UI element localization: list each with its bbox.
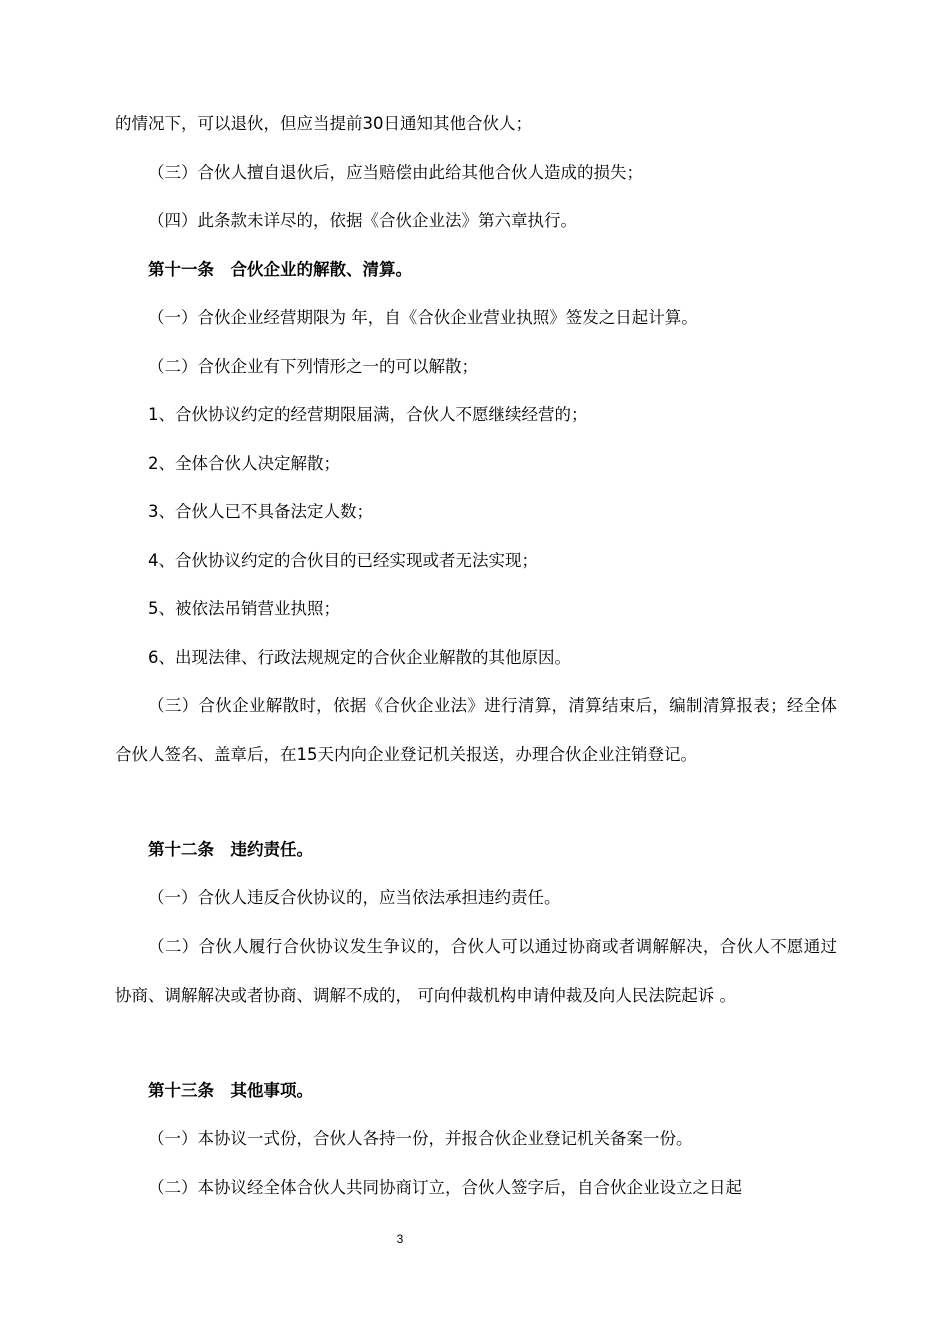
list-item-dissolution-2: 2、全体合伙人决定解散； bbox=[148, 454, 340, 473]
paragraph-dissolution-conditions: （二）合伙企业有下列情形之一的可以解散； bbox=[148, 357, 478, 376]
article-13-heading: 第十三条 其他事项。 bbox=[148, 1081, 313, 1100]
paragraph-withdrawal-notice: 的情况下，可以退伙，但应当提前30日通知其他合伙人； bbox=[115, 114, 532, 133]
list-item-dissolution-6: 6、出现法律、行政法规规定的合伙企业解散的其他原因。 bbox=[148, 648, 571, 667]
article-12-heading: 第十二条 违约责任。 bbox=[148, 840, 313, 859]
paragraph-liquidation: （三）合伙企业解散时，依据《合伙企业法》进行清算，清算结束后，编制清算报表；经全体合伙人签名、盖章后，在15天内向企业登记机关报送，办理合伙企业注销登记。 bbox=[115, 696, 837, 764]
list-item-dissolution-1: 1、合伙协议约定的经营期限届满，合伙人不愿继续经营的； bbox=[148, 405, 588, 424]
list-item-dissolution-4: 4、合伙协议约定的合伙目的已经实现或者无法实现； bbox=[148, 551, 538, 570]
paragraph-copies: （一）本协议一式份，合伙人各持一份，并报合伙企业登记机关备案一份。 bbox=[148, 1129, 693, 1148]
article-11-heading: 第十一条 合伙企业的解散、清算。 bbox=[148, 260, 412, 279]
list-item-dissolution-5: 5、被依法吊销营业执照； bbox=[148, 599, 340, 618]
page-number: 3 bbox=[396, 1232, 404, 1246]
paragraph-effectiveness: （二）本协议经全体合伙人共同协商订立，合伙人签字后，自合伙企业设立之日起 bbox=[148, 1178, 742, 1197]
list-item-dissolution-3: 3、合伙人已不具备法定人数； bbox=[148, 502, 373, 521]
paragraph-operating-term: （一）合伙企业经营期限为 年，自《合伙企业营业执照》签发之日起计算。 bbox=[148, 308, 698, 327]
paragraph-breach-liability: （一）合伙人违反合伙协议的，应当依法承担违约责任。 bbox=[148, 888, 561, 907]
paragraph-dispute-resolution: （二）合伙人履行合伙协议发生争议的，合伙人可以通过协商或者调解解决，合伙人不愿通过协商、调解解决或者协商、调解不成的， 可向仲裁机构申请仲裁及向人民法院起诉 。 bbox=[115, 937, 837, 1005]
paragraph-withdrawal-reference: （四）此条款未详尽的，依据《合伙企业法》第六章执行。 bbox=[148, 211, 577, 230]
paragraph-withdrawal-compensation: （三）合伙人擅自退伙后，应当赔偿由此给其他合伙人造成的损失； bbox=[148, 163, 643, 182]
